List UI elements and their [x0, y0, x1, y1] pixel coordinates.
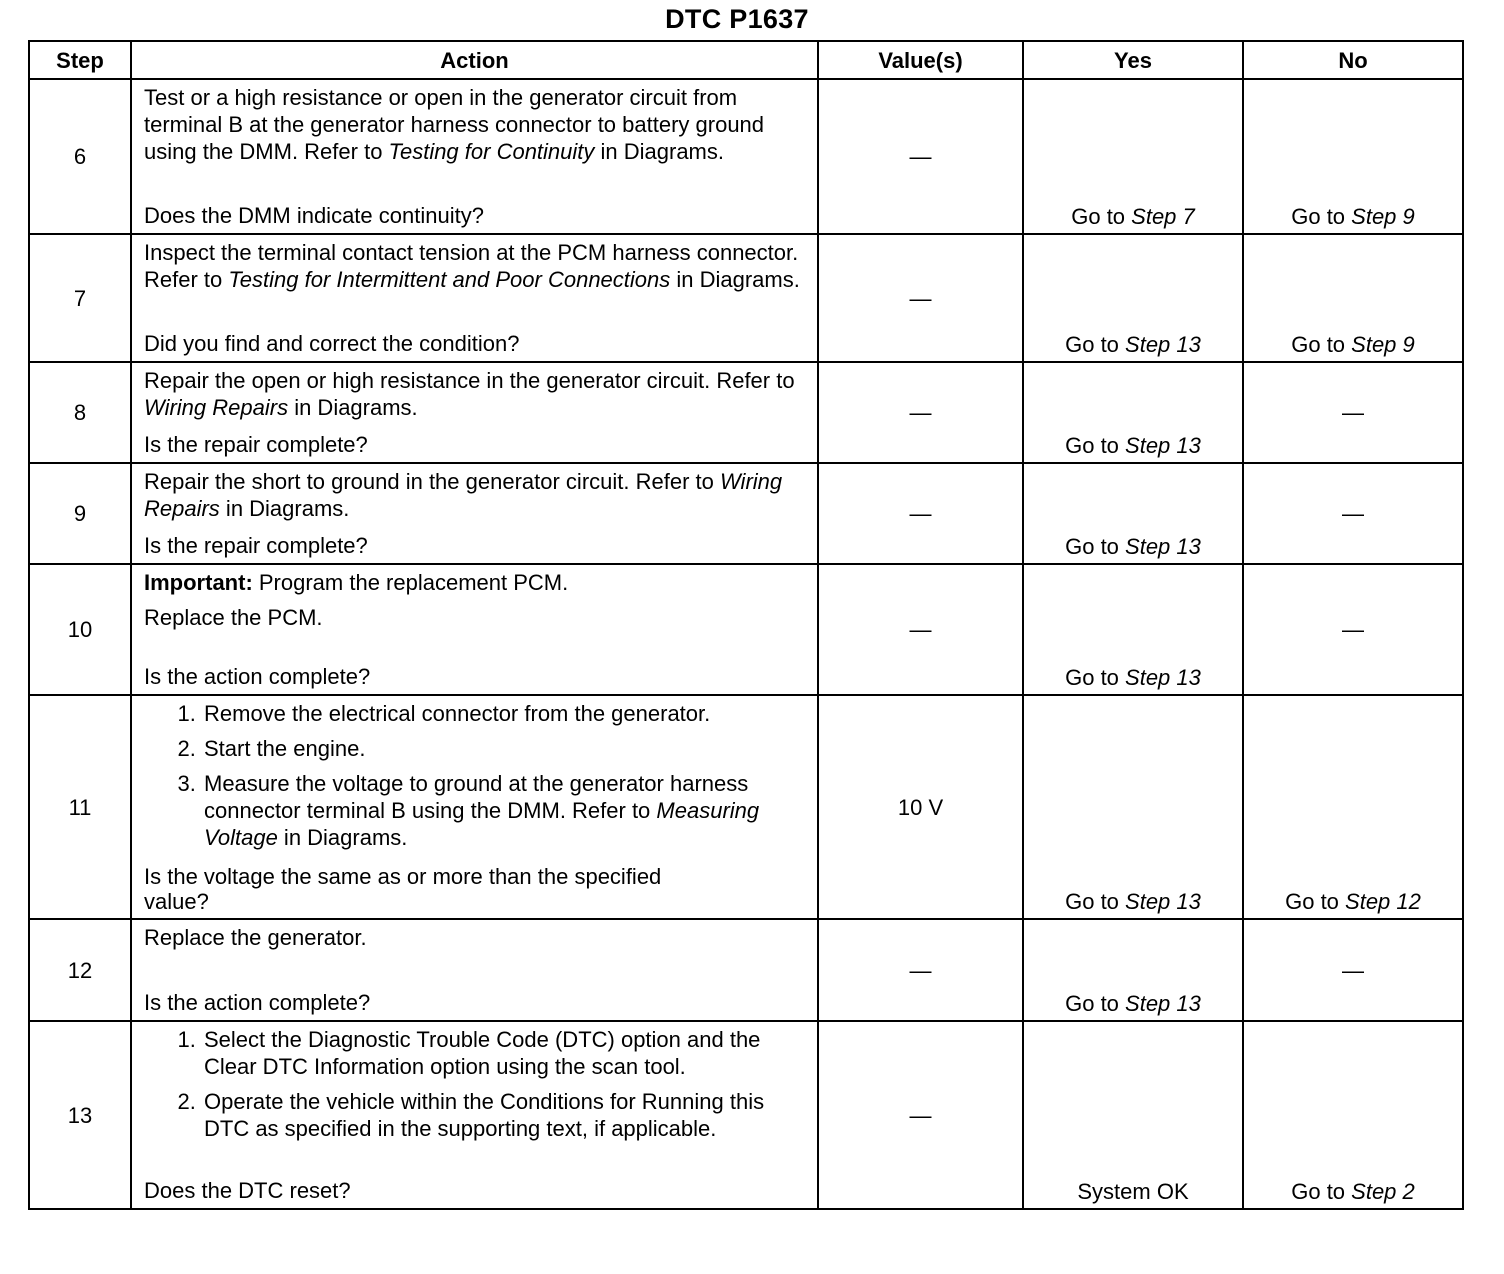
- action-steps: [144, 1026, 807, 1142]
- action-steps: [144, 700, 807, 851]
- header-values: Value(s): [818, 41, 1023, 79]
- list-item: 3. Measure the voltage to ground at the generator harness connector terminal B using the DMM. Refer to Measuring Voltage in Diagrams.: [202, 770, 807, 851]
- step-ref: Step 13: [1125, 991, 1201, 1016]
- table-row: [29, 234, 1463, 362]
- header-action: Action: [131, 41, 818, 79]
- action-cell: [131, 1021, 818, 1209]
- action-cell: [131, 564, 818, 695]
- yes-cell: Go to Step 13: [1023, 695, 1243, 919]
- step-ref: Step 12: [1345, 889, 1421, 914]
- action-question: Did you find and correct the condition?: [144, 331, 520, 356]
- list-item: 1. Select the Diagnostic Trouble Code (DTC) option and the Clear DTC Information option using the scan tool.: [202, 1026, 807, 1080]
- action-text: Replace the generator.: [144, 925, 367, 950]
- action-question: Is the voltage the same as or more than the specified value?: [144, 864, 662, 914]
- step-number: 6: [29, 79, 131, 234]
- dtc-table: [28, 40, 1464, 1210]
- reference-link: Testing for Continuity: [388, 139, 595, 164]
- header-row: [29, 41, 1463, 79]
- page-title: DTC P1637: [665, 4, 809, 34]
- no-cell: Go to Step 9: [1243, 79, 1463, 234]
- list-item: 2. Start the engine.: [202, 735, 807, 762]
- step-ref: Step 13: [1125, 889, 1201, 914]
- action-question: Does the DTC reset?: [144, 1178, 351, 1203]
- header-yes: Yes: [1023, 41, 1243, 79]
- no-cell: Go to Step 9: [1243, 234, 1463, 362]
- action-question: Is the repair complete?: [144, 533, 368, 558]
- action-question: Is the repair complete?: [144, 432, 368, 457]
- action-cell: [131, 362, 818, 463]
- no-cell: —: [1243, 362, 1463, 463]
- reference-link: Wiring Repairs: [144, 395, 289, 420]
- important-label: Important:: [144, 570, 253, 595]
- step-number: 12: [29, 919, 131, 1021]
- yes-cell: System OK: [1023, 1021, 1243, 1209]
- action-text: Repair the open or high resistance in the generator circuit. Refer to Wiring Repairs in Diagrams.: [144, 368, 795, 420]
- action-text: Inspect the terminal contact tension at the PCM harness connector. Refer to Testing for Intermittent and Poor Connections in Diagrams.: [144, 240, 800, 292]
- yes-cell: Go to Step 7: [1023, 79, 1243, 234]
- step-ref: Step 13: [1125, 433, 1201, 458]
- reference-link: Measuring Voltage: [204, 798, 760, 850]
- table-row: [29, 1021, 1463, 1209]
- value-cell: —: [818, 564, 1023, 695]
- list-item: 1. Remove the electrical connector from the generator.: [202, 700, 807, 727]
- step-number: 13: [29, 1021, 131, 1209]
- important-note: Important: Program the replacement PCM.: [144, 570, 569, 595]
- yes-cell: Go to Step 13: [1023, 564, 1243, 695]
- value-cell: —: [818, 234, 1023, 362]
- step-ref: Step 13: [1125, 665, 1201, 690]
- table-row: [29, 362, 1463, 463]
- action-cell: [131, 919, 818, 1021]
- table-row: [29, 463, 1463, 564]
- table-row: [29, 695, 1463, 919]
- action-text: Repair the short to ground in the generator circuit. Refer to Wiring Repairs in Diagrams.: [144, 469, 783, 521]
- header-step: Step: [29, 41, 131, 79]
- yes-cell: Go to Step 13: [1023, 234, 1243, 362]
- table-row: [29, 79, 1463, 234]
- value-cell: —: [818, 919, 1023, 1021]
- step-number: 7: [29, 234, 131, 362]
- step-number: 11: [29, 695, 131, 919]
- step-number: 8: [29, 362, 131, 463]
- action-cell: [131, 695, 818, 919]
- no-cell: —: [1243, 564, 1463, 695]
- step-ref: Step 13: [1125, 332, 1201, 357]
- action-text: Test or a high resistance or open in the generator circuit from terminal B at the generator harness connector to battery ground using the DMM. Refer to Testing for Continuity in Diagrams.: [144, 85, 765, 164]
- step-ref: Step 13: [1125, 534, 1201, 559]
- action-cell: [131, 79, 818, 234]
- step-number: 10: [29, 564, 131, 695]
- yes-cell: Go to Step 13: [1023, 919, 1243, 1021]
- action-text: Replace the PCM.: [144, 605, 323, 630]
- reference-link: Wiring Repairs: [144, 469, 783, 521]
- value-cell: 10 V: [818, 695, 1023, 919]
- step-ref: Step 9: [1351, 204, 1415, 229]
- no-cell: Go to Step 2: [1243, 1021, 1463, 1209]
- header-no: No: [1243, 41, 1463, 79]
- no-cell: Go to Step 12: [1243, 695, 1463, 919]
- action-cell: [131, 234, 818, 362]
- step-ref: Step 2: [1351, 1179, 1415, 1204]
- step-ref: Step 7: [1131, 204, 1195, 229]
- action-question: Is the action complete?: [144, 990, 371, 1015]
- value-cell: —: [818, 362, 1023, 463]
- table-row: [29, 919, 1463, 1021]
- step-number: 9: [29, 463, 131, 564]
- table-row: [29, 564, 1463, 695]
- value-cell: —: [818, 79, 1023, 234]
- no-cell: —: [1243, 919, 1463, 1021]
- action-question: Does the DMM indicate continuity?: [144, 203, 484, 228]
- yes-cell: Go to Step 13: [1023, 362, 1243, 463]
- value-cell: —: [818, 463, 1023, 564]
- yes-cell: Go to Step 13: [1023, 463, 1243, 564]
- list-item: 2. Operate the vehicle within the Conditions for Running this DTC as specified in the supporting text, if applicable.: [202, 1088, 807, 1142]
- action-cell: [131, 463, 818, 564]
- no-cell: —: [1243, 463, 1463, 564]
- step-ref: Step 9: [1351, 332, 1415, 357]
- action-question: Is the action complete?: [144, 664, 371, 689]
- reference-link: Testing for Intermittent and Poor Connections: [228, 267, 671, 292]
- value-cell: —: [818, 1021, 1023, 1209]
